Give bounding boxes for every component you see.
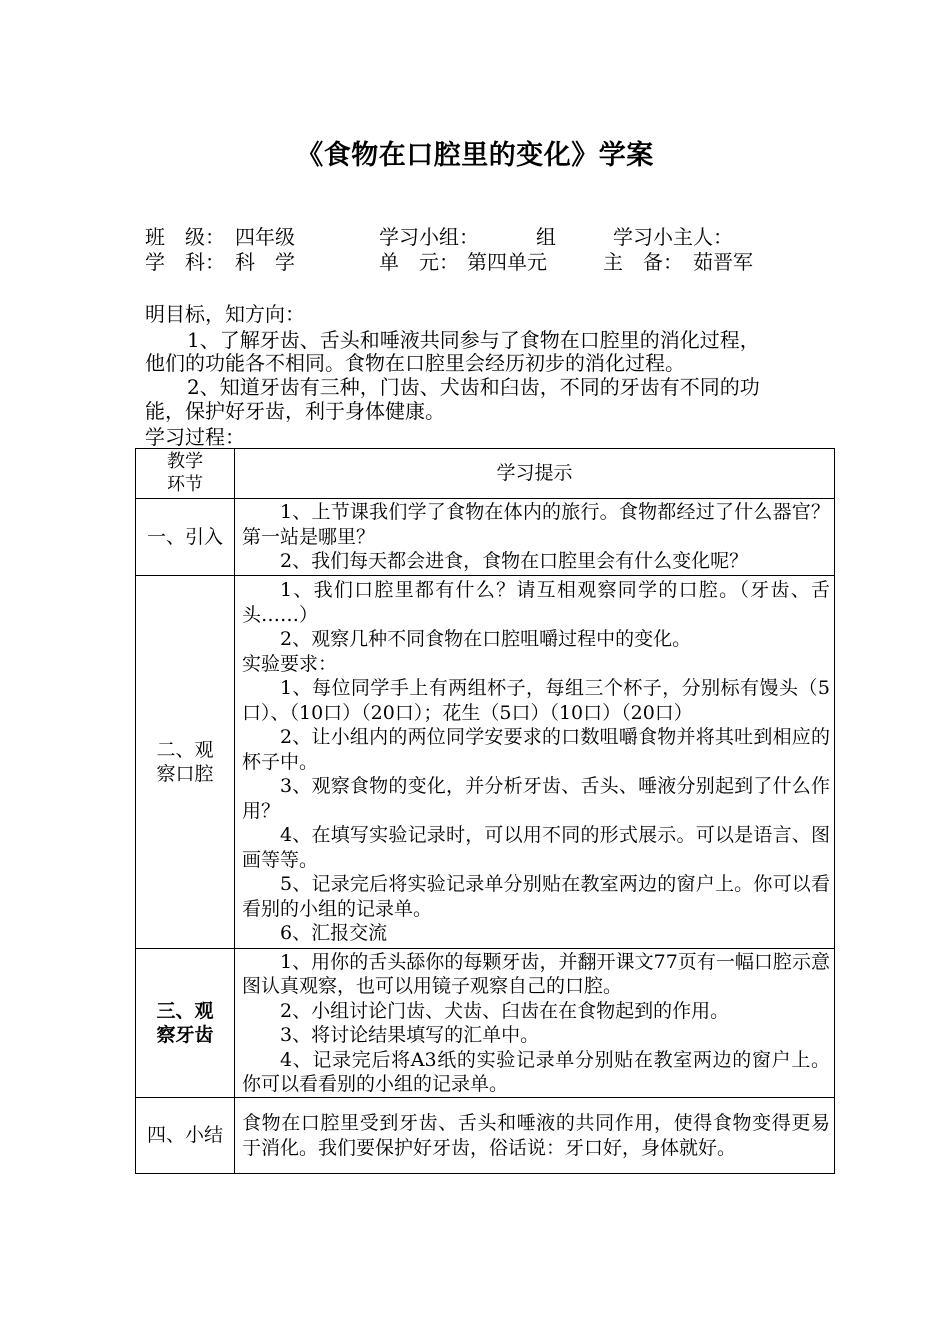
hint-paragraph: 1、我们口腔里都有什么？请互相观察同学的口腔。（牙齿、舌头……） <box>242 579 830 626</box>
unit-value: 第四单元 <box>467 250 547 274</box>
hint-paragraph: 2、我们每天都会进食，食物在口腔里会有什么变化呢？ <box>280 550 749 573</box>
goal-1-line-1: 1、了解牙齿、舌头和唾液共同参与了食物在口腔里的消化过程， <box>187 328 760 352</box>
host-label: 学习小主人： <box>613 225 733 249</box>
stage-cell: 一、引入 <box>136 499 235 576</box>
hint-paragraph: 5、记录完后将实验记录单分别贴在教室两边的窗户上。你可以看看别的小组的记录单。 <box>242 873 830 920</box>
hint-cell <box>235 576 835 949</box>
subject-label: 学 科： <box>145 250 225 274</box>
table-row <box>136 949 835 1098</box>
hint-cell <box>235 1098 835 1174</box>
table-row <box>136 576 835 949</box>
hint-paragraph: 1、用你的舌头舔你的每颗牙齿，并翻开课文77页有一幅口腔示意图认真观察，也可以用镜子观察自己的口腔。 <box>242 950 830 997</box>
header-stage: 教学环节 <box>136 449 235 499</box>
unit-label: 单 元： <box>379 250 459 274</box>
subject-value: 科 学 <box>235 250 295 274</box>
group-label: 学习小组： <box>379 225 479 249</box>
process-heading: 学习过程： <box>145 425 245 449</box>
goal-1-line-2: 他们的功能各不相同。食物在口腔里会经历初步的消化过程。 <box>145 351 685 375</box>
header-hint: 学习提示 <box>235 449 835 499</box>
goal-2-line-1: 2、知道牙齿有三种，门齿、犬齿和臼齿，不同的牙齿有不同的功 <box>187 375 760 399</box>
document-title: 《食物在口腔里的变化》学案 <box>296 140 654 171</box>
class-label: 班 级： <box>145 225 225 249</box>
learning-process-table <box>135 448 835 1174</box>
stage-cell: 四、小结 <box>136 1098 235 1174</box>
table-row <box>136 1098 835 1174</box>
class-value: 四年级 <box>235 225 295 249</box>
hint-paragraph: 实验要求： <box>242 652 338 675</box>
hint-paragraph: 6、汇报交流 <box>280 922 388 945</box>
stage-cell: 二、观察口腔 <box>136 576 235 949</box>
prep-label: 主 备： <box>603 250 683 274</box>
table-header-row <box>136 449 835 499</box>
hint-paragraph: 2、观察几种不同食物在口腔咀嚼过程中的变化。 <box>280 628 692 651</box>
hint-paragraph: 4、记录完后将A3纸的实验记录单分别贴在教室两边的窗户上。你可以看看别的小组的记录单。 <box>242 1048 830 1095</box>
hint-cell <box>235 949 835 1098</box>
hint-paragraph: 2、小组讨论门齿、犬齿、臼齿在在食物起到的作用。 <box>280 999 730 1022</box>
hint-paragraph: 3、观察食物的变化，并分析牙齿、舌头、唾液分别起到了什么作用？ <box>242 775 830 822</box>
stage-cell: 三、观察牙齿 <box>136 949 235 1098</box>
group-suffix: 组 <box>536 225 556 249</box>
hint-paragraph: 1、每位同学手上有两组杯子，每组三个杯子，分别标有馒头（5口）、（10口）（20口）；花生（5口）（10口）（20口） <box>242 677 830 724</box>
hint-paragraph: 4、在填写实验记录时，可以用不同的形式展示。可以是语言、图画等等。 <box>242 824 830 871</box>
goals-heading: 明目标，知方向： <box>145 302 305 326</box>
hint-paragraph: 食物在口腔里受到牙齿、舌头和唾液的共同作用，使得食物变得更易于消化。我们要保护好牙齿，俗话说：牙口好，身体就好。 <box>242 1112 830 1159</box>
hint-paragraph: 1、上节课我们学了食物在体内的旅行。食物都经过了什么器官？第一站是哪里？ <box>242 501 830 548</box>
prep-value: 茹晋军 <box>693 250 753 274</box>
goal-2-line-2: 能，保护好牙齿，利于身体健康。 <box>145 399 445 423</box>
hint-paragraph: 2、让小组内的两位同学安要求的口数咀嚼食物并将其吐到相应的杯子中。 <box>242 726 830 773</box>
hint-paragraph: 3、将讨论结果填写的汇单中。 <box>280 1024 540 1046</box>
table-row <box>136 499 835 576</box>
hint-cell <box>235 499 835 576</box>
